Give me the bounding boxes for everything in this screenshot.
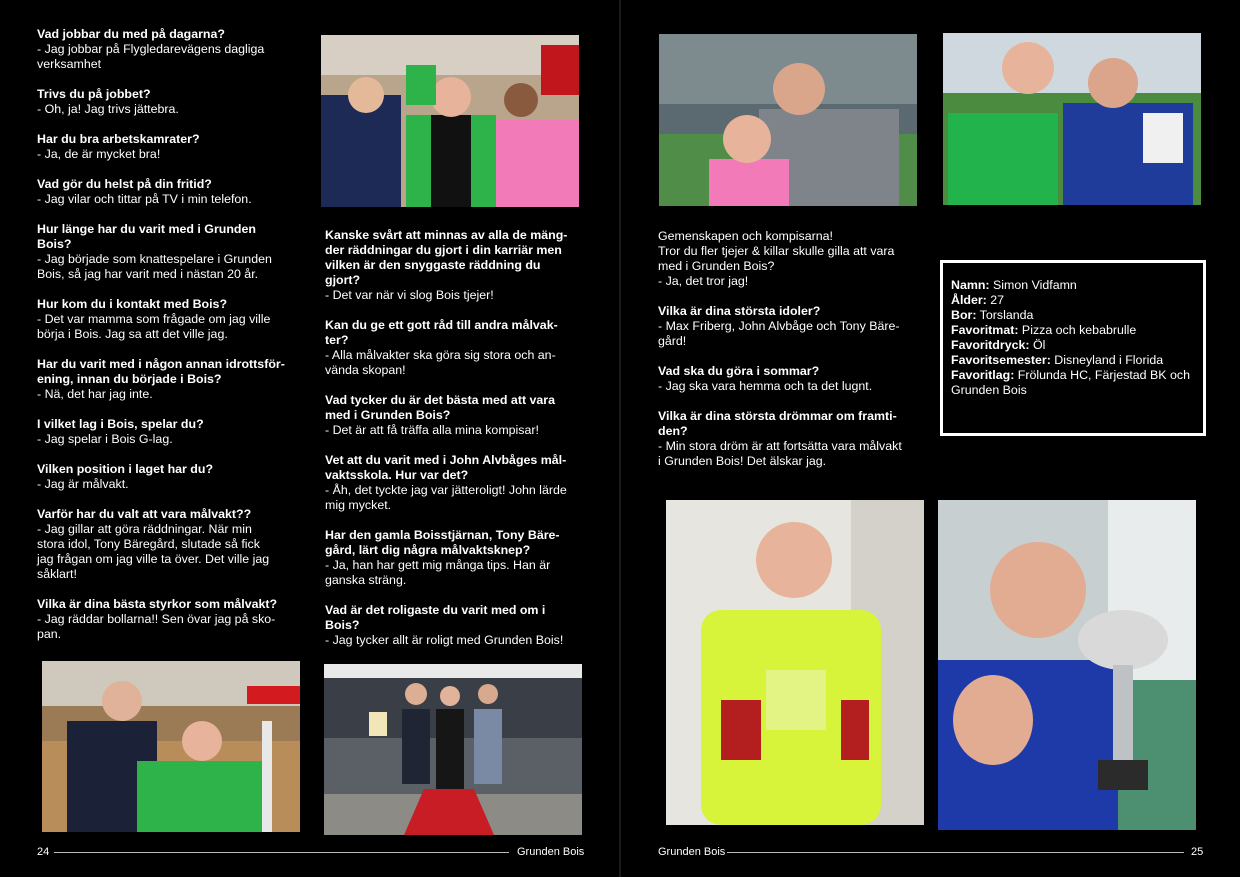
interview-question: Kan du ge ett gott råd till andra målvak- ter? [325, 318, 558, 347]
interview-column-2 [325, 228, 587, 663]
photo-two-players-field [943, 33, 1201, 205]
interview-qa [325, 603, 587, 648]
fact-label: Favoritmat: [951, 323, 1019, 337]
interview-answer: - Jag är målvakt. [37, 477, 129, 491]
interview-question: Kanske svårt att minnas av alla de mäng- der räddningar du gjort i din karriär men vilken är den snyggaste räddning du gjort? [325, 228, 568, 287]
interview-qa [325, 228, 587, 303]
interview-answer: - Nä, det har jag inte. [37, 387, 153, 401]
footer-rule-right [727, 852, 1184, 853]
interview-question: Vilken position i laget har du? [37, 462, 214, 476]
footer-magazine-name-right: Grunden Bois [658, 846, 726, 858]
interview-question: Hur kom du i kontakt med Bois? [37, 297, 228, 311]
page-number-right: 25 [1191, 846, 1204, 858]
fact-row [951, 353, 1195, 368]
interview-qa [37, 417, 299, 447]
interview-answer: - Oh, ja! Jag trivs jättebra. [37, 102, 179, 116]
interview-intro-line: Gemenskapen och kompisarna! [658, 229, 833, 243]
interview-question: Vilka är dina största idoler? [658, 304, 821, 318]
interview-answer: - Max Friberg, John Alvbåge och Tony Bäre- gård! [658, 319, 900, 348]
interview-answer: - Ja, de är mycket bra! [37, 147, 161, 161]
interview-qa [37, 132, 299, 162]
interview-qa [658, 304, 920, 349]
interview-qa [37, 27, 299, 72]
fact-box [940, 260, 1206, 436]
interview-qa [37, 597, 299, 642]
fact-value: 27 [986, 293, 1005, 307]
interview-answer: - Ja, han har gett mig många tips. Han är ganska sträng. [325, 558, 551, 587]
interview-qa [325, 528, 587, 588]
photo-with-goalkeeper-coach [659, 34, 917, 206]
interview-question: Vilka är dina största drömmar om framti- den? [658, 409, 897, 438]
interview-qa [325, 453, 587, 513]
page-number-left: 24 [37, 846, 50, 858]
fact-row [951, 308, 1195, 323]
interview-qa [658, 364, 920, 394]
interview-qa [37, 177, 299, 207]
fact-value: Simon Vidfamn [989, 278, 1077, 292]
interview-question: Vad gör du helst på din fritid? [37, 177, 212, 191]
interview-answer: - Alla målvakter ska göra sig stora och an- vända skopan! [325, 348, 556, 377]
interview-column-1 [37, 27, 299, 657]
interview-question: Varför har du valt att vara målvakt?? [37, 507, 252, 521]
interview-qa [325, 393, 587, 438]
interview-answer: - Jag tycker allt är roligt med Grunden Bois! [325, 633, 564, 647]
interview-qa [37, 297, 299, 342]
interview-answer: - Det är att få träffa alla mina kompisar! [325, 423, 539, 437]
interview-question: Vet att du varit med i John Alvbåges mål- vaktsskola. Hur var det? [325, 453, 567, 482]
interview-question: Har du bra arbetskamrater? [37, 132, 200, 146]
interview-question: Trivs du på jobbet? [37, 87, 151, 101]
fact-row [951, 293, 1195, 308]
interview-qa [37, 222, 299, 282]
interview-question: Vad jobbar du med på dagarna? [37, 27, 225, 41]
fact-value: Pizza och kebabrulle [1018, 323, 1137, 337]
interview-qa [37, 87, 299, 117]
interview-answer: - Åh, det tyckte jag var jätteroligt! John lärde mig mycket. [325, 483, 567, 512]
interview-column-3 [658, 229, 920, 484]
interview-question: I vilket lag i Bois, spelar du? [37, 417, 204, 431]
fact-row [951, 368, 1195, 398]
interview-question: Har den gamla Boisstjärnan, Tony Bäre- gård, lärt dig några målvaktsknep? [325, 528, 560, 557]
fact-row [951, 278, 1195, 293]
interview-question: Vad är det roligaste du varit med om i Bois? [325, 603, 546, 632]
photo-team-group [321, 35, 579, 207]
photo-red-carpet [324, 664, 582, 835]
interview-question: Hur länge har du varit med i Grunden Bois? [37, 222, 256, 251]
fact-label: Namn: [951, 278, 990, 292]
interview-question: Vad tycker du är det bästa med att vara med i Grunden Bois? [325, 393, 556, 422]
fact-row [951, 323, 1195, 338]
interview-question: Vilka är dina bästa styrkor som målvakt? [37, 597, 278, 611]
interview-qa [37, 357, 299, 402]
fact-row [951, 338, 1195, 353]
footer-rule-left [54, 852, 509, 853]
photo-yellow-goalkeeper-jersey [666, 500, 924, 825]
interview-answer: Tror du fler tjejer & killar skulle gilla att vara med i Grunden Bois? - Ja, det tror jag! [658, 244, 895, 288]
fact-label: Bor: [951, 308, 977, 322]
interview-answer: - Det var mamma som frågade om jag ville börja i Bois. Jag sa att det ville jag. [37, 312, 271, 341]
footer-magazine-name-left: Grunden Bois [517, 846, 585, 858]
photo-with-trophy [938, 500, 1196, 830]
interview-qa [658, 409, 920, 469]
photo-with-older-man [42, 661, 300, 832]
fact-value: Öl [1029, 338, 1046, 352]
fact-value: Torslanda [976, 308, 1034, 322]
fact-label: Favoritsemester: [951, 353, 1051, 367]
fact-value: Frölunda HC, Färjestad BK och Grunden Bois [951, 368, 1190, 397]
interview-answer: - Jag började som knattespelare i Grunden Bois, så jag har varit med i nästan 20 år. [37, 252, 272, 281]
fact-label: Favoritlag: [951, 368, 1015, 382]
interview-answer: - Jag spelar i Bois G-lag. [37, 432, 173, 446]
interview-answer: - Jag vilar och tittar på TV i min telefon. [37, 192, 252, 206]
interview-answer: - Min stora dröm är att fortsätta vara målvakt i Grunden Bois! Det älskar jag. [658, 439, 902, 468]
fact-value: Disneyland i Florida [1050, 353, 1164, 367]
interview-answer: - Jag räddar bollarna!! Sen övar jag på sko- pan. [37, 612, 276, 641]
interview-qa [37, 507, 299, 582]
interview-question: Vad ska du göra i sommar? [658, 364, 820, 378]
interview-answer: - Jag ska vara hemma och ta det lugnt. [658, 379, 873, 393]
interview-answer: - Det var när vi slog Bois tjejer! [325, 288, 494, 302]
fact-label: Ålder: [951, 293, 987, 307]
interview-answer: - Jag gillar att göra räddningar. När min stora idol, Tony Bäregård, slutade så fick jag frågan om jag ville ta över. Det ville jag såklart! [37, 522, 270, 581]
interview-qa [37, 462, 299, 492]
interview-qa [325, 318, 587, 378]
fact-label: Favoritdryck: [951, 338, 1030, 352]
interview-answer: - Jag jobbar på Flygledarevägens dagliga verksamhet [37, 42, 265, 71]
interview-question: Har du varit med i någon annan idrottsför- ening, innan du började i Bois? [37, 357, 285, 386]
interview-qa [658, 244, 920, 289]
